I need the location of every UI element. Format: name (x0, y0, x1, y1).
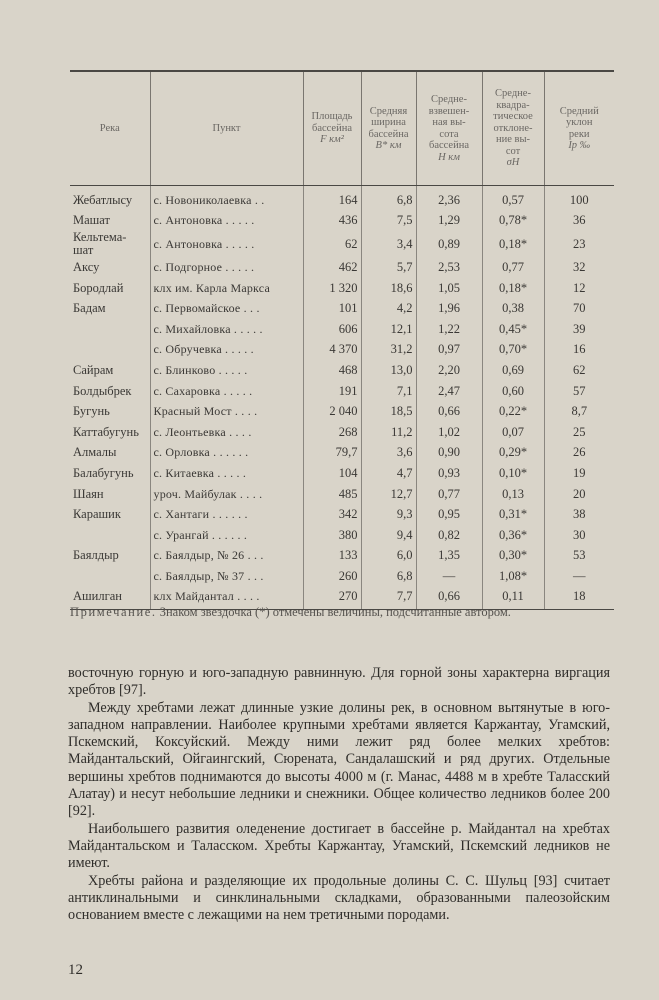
cell-river: Бадам (73, 301, 106, 316)
cell-height: 0,90 (416, 443, 482, 464)
table-row (70, 401, 614, 422)
cell-river (70, 566, 150, 587)
cell-river: Ашилган (70, 587, 150, 610)
cell-height: 0,89 (416, 231, 482, 257)
header-width-l3: бассейна (368, 128, 409, 140)
cell-river: Машат (73, 213, 110, 228)
cell-point: с. Блинково . . . . . (150, 360, 303, 381)
cell-river: Бугунь (73, 404, 110, 419)
cell-point: с. Леонтьевка . . . . (150, 422, 303, 443)
header-height-l5: бассейна (428, 140, 469, 151)
cell-width: 31,2 (361, 340, 416, 361)
paragraph: Хребты района и разделяющие их продольные долины С. С. Шульц [93] считает антиклинальными и синклинальными складками, образованными палеозойским основанием вместе с лежащими на нем третичными породами. (68, 872, 610, 924)
header-dev-l4: отклоне- (493, 122, 533, 134)
table-row (70, 298, 614, 319)
table-row (70, 319, 614, 340)
cell-deviation: 0,29* (482, 443, 544, 464)
cell-river: Жебатлысу (73, 192, 133, 207)
cell-deviation: 0,22* (482, 401, 544, 422)
cell-deviation: 0,60 (482, 381, 544, 402)
cell-slope: 53 (544, 546, 614, 567)
header-deviation (482, 71, 544, 186)
header-dev-l6: сот (505, 145, 521, 157)
cell-slope: 30 (544, 525, 614, 546)
cell-point: клх им. Карла Маркса (150, 278, 303, 299)
cell-river: Кельтема-шат (73, 230, 127, 258)
cell-slope: 32 (544, 257, 614, 278)
cell-width: 12,7 (361, 484, 416, 505)
table-row (70, 484, 614, 505)
cell-area: 164 (303, 186, 361, 211)
cell-river (70, 340, 150, 361)
cell-river: Каттабугунь (73, 424, 139, 439)
header-slope-l1: Средний (559, 105, 599, 117)
cell-width: 18,5 (361, 401, 416, 422)
cell-height: 0,97 (416, 340, 482, 361)
cell-deviation: 0,70* (482, 340, 544, 361)
header-height-l3: ная вы- (432, 117, 466, 128)
cell-height: 2,53 (416, 257, 482, 278)
table-row (70, 566, 614, 587)
cell-slope: 38 (544, 504, 614, 525)
cell-area: 1 320 (303, 278, 361, 299)
cell-height: 0,66 (416, 587, 482, 610)
cell-slope: — (544, 566, 614, 587)
table-row (70, 231, 614, 257)
paragraph: восточную горную и юго-западную равнинную. Для горной зоны характерна виргация хребтов [97]. (68, 665, 610, 699)
cell-point: с. Хантаги . . . . . . (150, 504, 303, 525)
cell-deviation: 0,38 (482, 298, 544, 319)
cell-width: 11,2 (361, 422, 416, 443)
header-area-l2: бассейна (311, 122, 352, 134)
cell-area: 436 (303, 211, 361, 232)
cell-deviation: 0,77 (482, 257, 544, 278)
header-slope (544, 71, 614, 186)
header-width-l1: Средняя (369, 105, 408, 117)
cell-point: с. Орловка . . . . . . (150, 443, 303, 464)
cell-area: 260 (303, 566, 361, 587)
header-height (416, 71, 482, 186)
table-row (70, 463, 614, 484)
cell-height: 1,22 (416, 319, 482, 340)
table-row (70, 381, 614, 402)
cell-width: 9,3 (361, 504, 416, 525)
table-row (70, 443, 614, 464)
cell-river: Алмалы (73, 445, 117, 460)
note-text: Знаком звездочка (*) отмечены величины, подсчитанные автором. (159, 605, 511, 619)
cell-point: с. Китаевка . . . . . (150, 463, 303, 484)
cell-river (70, 525, 150, 546)
cell-height: 2,36 (416, 186, 482, 211)
header-dev-l7: σH (506, 157, 520, 169)
cell-area: 2 040 (303, 401, 361, 422)
cell-area: 468 (303, 360, 361, 381)
table-row (70, 186, 614, 211)
cell-height: 1,05 (416, 278, 482, 299)
cell-deviation: 0,69 (482, 360, 544, 381)
cell-point: с. Урангай . . . . . . (150, 525, 303, 546)
table-row (70, 360, 614, 381)
cell-point: с. Подгорное . . . . . (150, 257, 303, 278)
cell-height: 1,02 (416, 422, 482, 443)
cell-width: 4,7 (361, 463, 416, 484)
cell-height: 1,96 (416, 298, 482, 319)
cell-point: с. Первомайское . . . (150, 298, 303, 319)
header-dev-l5: ние вы- (495, 134, 531, 146)
cell-slope: 25 (544, 422, 614, 443)
cell-area: 133 (303, 546, 361, 567)
table-row (70, 546, 614, 567)
cell-area: 4 370 (303, 340, 361, 361)
cell-slope: 57 (544, 381, 614, 402)
cell-deviation: 0,13 (482, 484, 544, 505)
cell-width: 6,8 (361, 186, 416, 211)
cell-width: 9,4 (361, 525, 416, 546)
table-row (70, 422, 614, 443)
cell-width: 7,1 (361, 381, 416, 402)
table-row (70, 504, 614, 525)
cell-height: 0,95 (416, 504, 482, 525)
header-slope-l4: Iр ‰ (568, 140, 591, 151)
cell-slope: 16 (544, 340, 614, 361)
cell-deviation: 0,45* (482, 319, 544, 340)
cell-deviation: 0,57 (482, 186, 544, 211)
cell-area: 268 (303, 422, 361, 443)
header-area-l1: Площадь (311, 111, 353, 123)
cell-point: с. Баялдыр, № 26 . . . (150, 546, 303, 567)
cell-deviation: 0,30* (482, 546, 544, 567)
table-row (70, 525, 614, 546)
header-width-l2: ширина (371, 117, 406, 128)
cell-height: 1,35 (416, 546, 482, 567)
cell-width: 6,8 (361, 566, 416, 587)
cell-slope: 19 (544, 463, 614, 484)
header-dev-l1: Средне- (495, 88, 531, 100)
cell-deviation: 0,18* (482, 231, 544, 257)
page-number: 12 (68, 962, 83, 978)
cell-width: 7,7 (361, 587, 416, 610)
cell-height: 0,93 (416, 463, 482, 484)
header-height-l1: Средне- (431, 94, 467, 105)
cell-river: Бородлай (73, 280, 124, 295)
cell-point: уроч. Майбулак . . . . (150, 484, 303, 505)
cell-height: 1,29 (416, 211, 482, 232)
header-point: Пункт (150, 71, 303, 186)
cell-height: 0,82 (416, 525, 482, 546)
cell-deviation: 1,08* (482, 566, 544, 587)
paragraph: Наибольшего развития оледенение достигает в бассейне р. Майдантал на хребтах Майдантальском и Таласском. Хребты Каржантау, Угамский, Пскемский ледников не имеют. (68, 820, 610, 872)
cell-deviation: 0,18* (482, 278, 544, 299)
cell-point: клх Майдантал . . . . (150, 587, 303, 610)
cell-width: 5,7 (361, 257, 416, 278)
cell-area: 270 (303, 587, 361, 610)
header-dev-l3: тическое (493, 111, 533, 123)
cell-river: Аксу (73, 259, 100, 274)
cell-width: 13,0 (361, 360, 416, 381)
cell-width: 12,1 (361, 319, 416, 340)
cell-deviation: 0,07 (482, 422, 544, 443)
cell-river: Балабугунь (73, 465, 134, 480)
cell-width: 3,4 (361, 231, 416, 257)
cell-river: Сайрам (73, 362, 114, 377)
cell-point: с. Антоновка . . . . . (150, 211, 303, 232)
cell-deviation: 0,31* (482, 504, 544, 525)
cell-point: Красный Мост . . . . (150, 401, 303, 422)
header-slope-l3: реки (568, 128, 590, 140)
cell-width: 18,6 (361, 278, 416, 299)
header-width-l4: B* км (375, 140, 402, 151)
header-dev-l2: квадра- (496, 99, 530, 111)
cell-point: с. Михайловка . . . . . (150, 319, 303, 340)
cell-deviation: 0,78* (482, 211, 544, 232)
cell-width: 7,5 (361, 211, 416, 232)
header-area (303, 71, 361, 186)
cell-point: с. Сахаровка . . . . . (150, 381, 303, 402)
cell-width: 4,2 (361, 298, 416, 319)
cell-point: с. Новониколаевка . . (150, 186, 303, 211)
cell-slope: 20 (544, 484, 614, 505)
cell-area: 79,7 (303, 443, 361, 464)
header-area-l3: F км² (320, 134, 344, 146)
header-height-l2: взвешен- (428, 105, 470, 117)
cell-slope: 100 (544, 186, 614, 211)
cell-slope: 70 (544, 298, 614, 319)
cell-width: 6,0 (361, 546, 416, 567)
table-row (70, 340, 614, 361)
cell-point: с. Антоновка . . . . . (150, 231, 303, 257)
cell-width: 3,6 (361, 443, 416, 464)
cell-slope: 8,7 (544, 401, 614, 422)
cell-slope: 26 (544, 443, 614, 464)
table-note (70, 605, 615, 620)
cell-river (70, 319, 150, 340)
cell-area: 606 (303, 319, 361, 340)
cell-area: 104 (303, 463, 361, 484)
header-height-l6: H км (438, 151, 460, 163)
body-text (68, 665, 610, 924)
table-row (70, 257, 614, 278)
cell-slope: 62 (544, 360, 614, 381)
header-height-l4: сота (439, 128, 459, 140)
cell-river: Шаян (73, 486, 104, 501)
cell-area: 62 (303, 231, 361, 257)
note-label: Примечание. (70, 605, 157, 619)
cell-height: 2,47 (416, 381, 482, 402)
header-width (361, 71, 416, 186)
cell-height: 2,20 (416, 360, 482, 381)
cell-river: Карашик (73, 507, 121, 522)
cell-deviation: 0,11 (482, 587, 544, 610)
table-header-row (70, 71, 614, 186)
cell-area: 191 (303, 381, 361, 402)
cell-area: 462 (303, 257, 361, 278)
cell-height: 0,77 (416, 484, 482, 505)
cell-height: — (416, 566, 482, 587)
table-row (70, 211, 614, 232)
cell-deviation: 0,10* (482, 463, 544, 484)
cell-slope: 23 (544, 231, 614, 257)
cell-slope: 12 (544, 278, 614, 299)
cell-area: 342 (303, 504, 361, 525)
cell-river: Болдыбрек (73, 383, 132, 398)
cell-point: с. Обручевка . . . . . (150, 340, 303, 361)
header-slope-l2: уклон (566, 117, 593, 128)
cell-slope: 36 (544, 211, 614, 232)
cell-deviation: 0,36* (482, 525, 544, 546)
hydrology-table (70, 70, 614, 610)
cell-area: 101 (303, 298, 361, 319)
cell-point: с. Баялдыр, № 37 . . . (150, 566, 303, 587)
cell-area: 380 (303, 525, 361, 546)
cell-slope: 39 (544, 319, 614, 340)
cell-height: 0,66 (416, 401, 482, 422)
paragraph: Между хребтами лежат длинные узкие долины рек, в основном вытянутые в юго-западном направлении. Наиболее крупными хребтами является Каржантау, Угамский, Пскемский, Коксуйский. Между ними лежит ряд более мелких хребтов: Майдантальский, Ойгаингский, Сюрената, Сандалашский и ряд других. Отдельные вершины хребтов поднимаются до высоты 4000 м (г. Манас, 4488 м в хребте Таласский Алатау) и несут небольшие ледники и снежники. Общее количество ледников более 200 [92]. (68, 699, 610, 820)
cell-slope: 18 (544, 587, 614, 610)
header-river: Река (70, 71, 150, 186)
table-row (70, 278, 614, 299)
cell-area: 485 (303, 484, 361, 505)
cell-river: Баялдыр (73, 548, 119, 563)
